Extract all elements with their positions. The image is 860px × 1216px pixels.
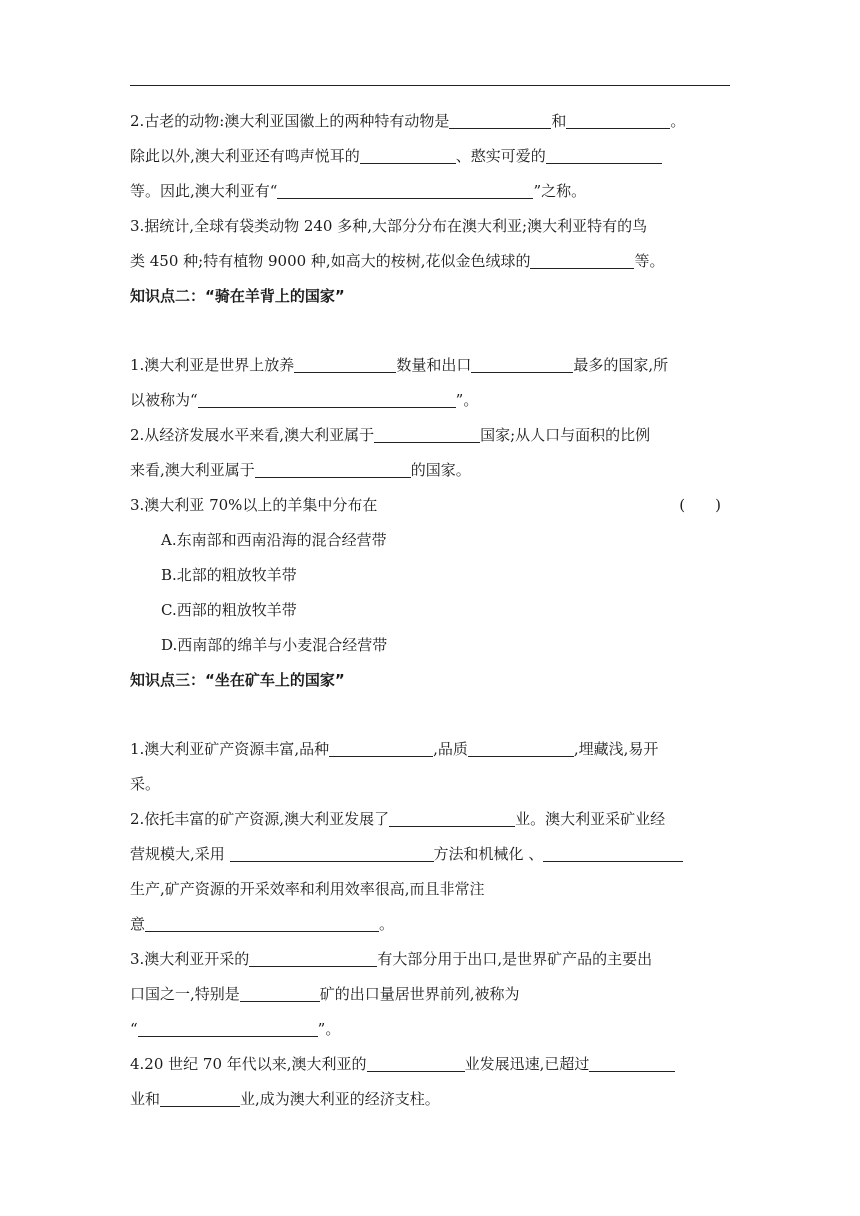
spacer — [130, 314, 735, 348]
q1-3-line2 — [130, 244, 735, 279]
q1-3-line1 — [130, 209, 735, 244]
q2-1-line1 — [130, 348, 735, 383]
option-b[interactable]: B.北部的粗放牧羊带 — [161, 566, 297, 584]
answer-blank[interactable] — [145, 913, 379, 932]
header-rule — [130, 85, 730, 86]
text: 3.澳大利亚 70%以上的羊集中分布在 — [130, 496, 378, 514]
q2-3-stem — [130, 488, 735, 523]
answer-blank[interactable] — [367, 1053, 465, 1072]
text: ,品质 — [433, 740, 468, 758]
text: 的国家。 — [410, 461, 471, 479]
text: “ — [130, 1020, 138, 1038]
option-a[interactable]: A.东南部和西南沿海的混合经营带 — [161, 531, 387, 549]
text: 等。 — [634, 252, 665, 270]
answer-blank[interactable] — [543, 843, 683, 862]
text: 业和 — [130, 1090, 161, 1108]
q3-3-line2 — [130, 977, 735, 1012]
text: 3.据统计,全球有袋类动物 240 多种,大部分分布在澳大利亚;澳大利亚特有的鸟 — [130, 217, 648, 235]
answer-blank[interactable] — [294, 354, 396, 373]
worksheet-content — [130, 104, 735, 1117]
text: 以被称为“ — [130, 391, 198, 409]
text: 1.澳大利亚是世界上放养 — [130, 356, 295, 374]
q3-3-line1 — [130, 942, 735, 977]
text: 3.澳大利亚开采的 — [130, 950, 250, 968]
text: 、憨实可爱的 — [455, 147, 546, 165]
text: 等。因此,澳大利亚有“ — [130, 182, 278, 200]
answer-blank[interactable] — [230, 843, 434, 862]
q3-1-line1 — [130, 732, 735, 767]
spacer — [130, 698, 735, 732]
section-2-heading: 知识点二：“骑在羊背上的国家” — [130, 287, 345, 305]
text: 除此以外,澳大利亚还有鸣声悦耳的 — [130, 147, 360, 165]
answer-blank[interactable] — [546, 145, 662, 164]
text: 2.从经济发展水平来看,澳大利亚属于 — [130, 426, 375, 444]
option-d[interactable]: D.西南部的绵羊与小麦混合经营带 — [161, 636, 388, 654]
text: 业发展迅速,已超过 — [464, 1055, 590, 1073]
text: 4.20 世纪 70 年代以来,澳大利亚的 — [130, 1055, 367, 1073]
q1-2-line1 — [130, 104, 735, 139]
q3-4-line1 — [130, 1047, 735, 1082]
answer-blank[interactable] — [360, 145, 456, 164]
answer-blank[interactable] — [530, 250, 634, 269]
answer-blank[interactable] — [138, 1018, 318, 1037]
q3-2-line4 — [130, 907, 735, 942]
answer-blank[interactable] — [468, 738, 574, 757]
text: ”之称。 — [533, 182, 587, 200]
text: 业。澳大利亚采矿业经 — [515, 810, 666, 828]
text: 采。 — [130, 775, 161, 793]
text: 方法和机械化 、 — [433, 845, 544, 863]
q3-3-line3 — [130, 1012, 735, 1047]
answer-parentheses[interactable]: ( ) — [679, 496, 721, 514]
text: 矿的出口量居世界前列,被称为 — [319, 985, 520, 1003]
answer-blank[interactable] — [471, 354, 573, 373]
q3-2-line2 — [130, 837, 735, 872]
text: 国家;从人口与面积的比例 — [480, 426, 651, 444]
answer-blank[interactable] — [566, 110, 670, 129]
text: 营规模大,采用 — [130, 845, 230, 863]
text: 。 — [379, 915, 395, 933]
answer-blank[interactable] — [329, 738, 433, 757]
q3-1-line2 — [130, 767, 735, 802]
text: 数量和出口 — [396, 356, 472, 374]
answer-blank[interactable] — [449, 110, 551, 129]
answer-blank[interactable] — [277, 180, 533, 199]
text: 类 450 种;特有植物 9000 种,如高大的桉树,花似金色绒球的 — [130, 252, 531, 270]
answer-blank[interactable] — [160, 1088, 240, 1107]
text: 最多的国家,所 — [573, 356, 669, 374]
text: 口国之一,特别是 — [130, 985, 240, 1003]
answer-blank[interactable] — [374, 424, 480, 443]
answer-blank[interactable] — [255, 459, 411, 478]
text: 2.依托丰富的矿产资源,澳大利亚发展了 — [130, 810, 390, 828]
answer-blank[interactable] — [389, 808, 515, 827]
text: 意 — [130, 915, 146, 933]
text: 。 — [670, 112, 686, 130]
q3-4-line2 — [130, 1082, 735, 1117]
answer-blank[interactable] — [589, 1053, 675, 1072]
answer-blank[interactable] — [249, 948, 377, 967]
text: 来看,澳大利亚属于 — [130, 461, 255, 479]
text: 生产,矿产资源的开采效率和利用效率很高,而且非常注 — [130, 880, 485, 898]
text: 业,成为澳大利亚的经济支柱。 — [240, 1090, 440, 1108]
q3-2-line1 — [130, 802, 735, 837]
q2-1-line2 — [130, 383, 735, 418]
q1-2-line3 — [130, 174, 735, 209]
text: 2.古老的动物:澳大利亚国徽上的两种特有动物是 — [130, 112, 450, 130]
text: ”。 — [455, 391, 479, 409]
text: ,埋藏浅,易开 — [573, 740, 659, 758]
answer-blank[interactable] — [240, 983, 320, 1002]
text: ”。 — [317, 1020, 341, 1038]
answer-blank[interactable] — [198, 389, 456, 408]
q3-2-line3 — [130, 872, 735, 907]
text: 有大部分用于出口,是世界矿产品的主要出 — [377, 950, 653, 968]
option-c[interactable]: C.西部的粗放牧羊带 — [161, 601, 297, 619]
q2-2-line1 — [130, 418, 735, 453]
q1-2-line2 — [130, 139, 735, 174]
section-3-heading: 知识点三：“坐在矿车上的国家” — [130, 671, 345, 689]
text: 1.澳大利亚矿产资源丰富,品种 — [130, 740, 330, 758]
q2-2-line2 — [130, 453, 735, 488]
text: 和 — [551, 112, 567, 130]
